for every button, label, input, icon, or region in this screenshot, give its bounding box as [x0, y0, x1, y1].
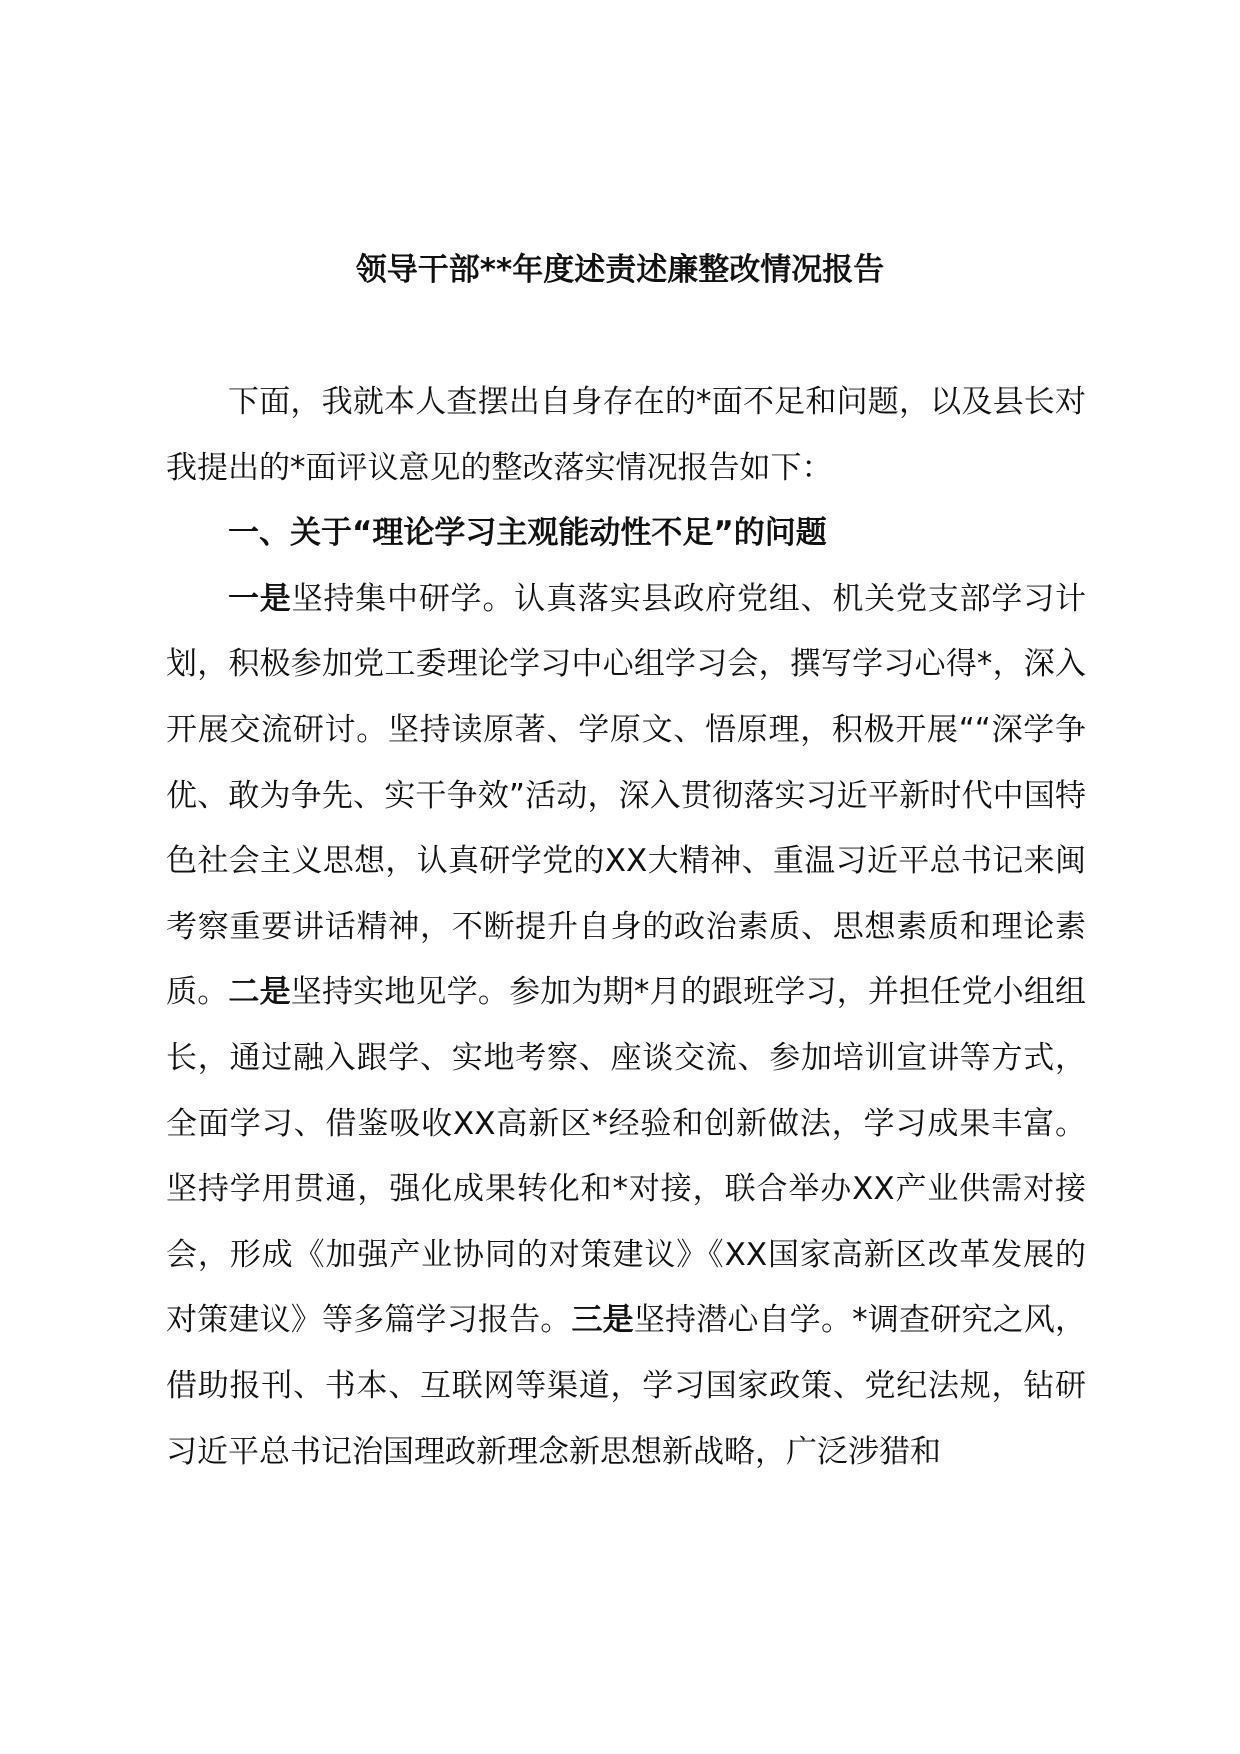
section-paragraph	[166, 567, 1086, 1485]
document-title: 领导干部**年度述责述廉整改情况报告	[355, 252, 885, 288]
item-1-text: 坚持集中研学。认真落实县政府党组、机关党支部学习计划，积极参加党工委理论学习中心组学习会，撰写学习心得*，深入开展交流研讨。坚持读原著、学原文、悟原理，积极开展““深学争优、敢为争先、实干争效”活动，深入贯彻落实习近平新时代中国特色社会主义思想，认真研学党的XX大精神、重温习近平总书记来闽考察重要讲话精神，不断提升自身的政治素质、思想素质和理论素质。	[166, 580, 1087, 1011]
item-2-text: 坚持实地见学。参加为期*月的跟班学习，并担任党小组组长，通过融入跟学、实地考察、座谈交流、参加培训宣讲等方式，全面学习、借鉴吸收XX高新区*经验和创新做法，学习成果丰富。坚持学用贯通，强化成果转化和*对接，联合举办XX产业供需对接会，形成《加强产业协同的对策建议》《XX国家高新区改革发展的对策建议》等多篇学习报告。	[166, 974, 1087, 1339]
document-body	[166, 370, 1086, 1485]
item-2-lead: 二是	[228, 974, 291, 1011]
section-heading: 一、关于“理论学习主观能动性不足”的问题	[228, 515, 827, 552]
item-3-lead: 三是	[571, 1302, 634, 1339]
item-3-text: 坚持潜心自学。*调查研究之风，借助报刊、书本、互联网等渠道，学习国家政策、党纪法规，钻研习近平总书记治国理政新理念新思想新战略，广泛涉猎和	[166, 1302, 1087, 1470]
item-1-lead: 一是	[228, 580, 292, 617]
intro-paragraph: 下面，我就本人查摆出自身存在的*面不足和问题，以及县长对我提出的*面评议意见的整改落实情况报告如下：	[166, 384, 1086, 486]
